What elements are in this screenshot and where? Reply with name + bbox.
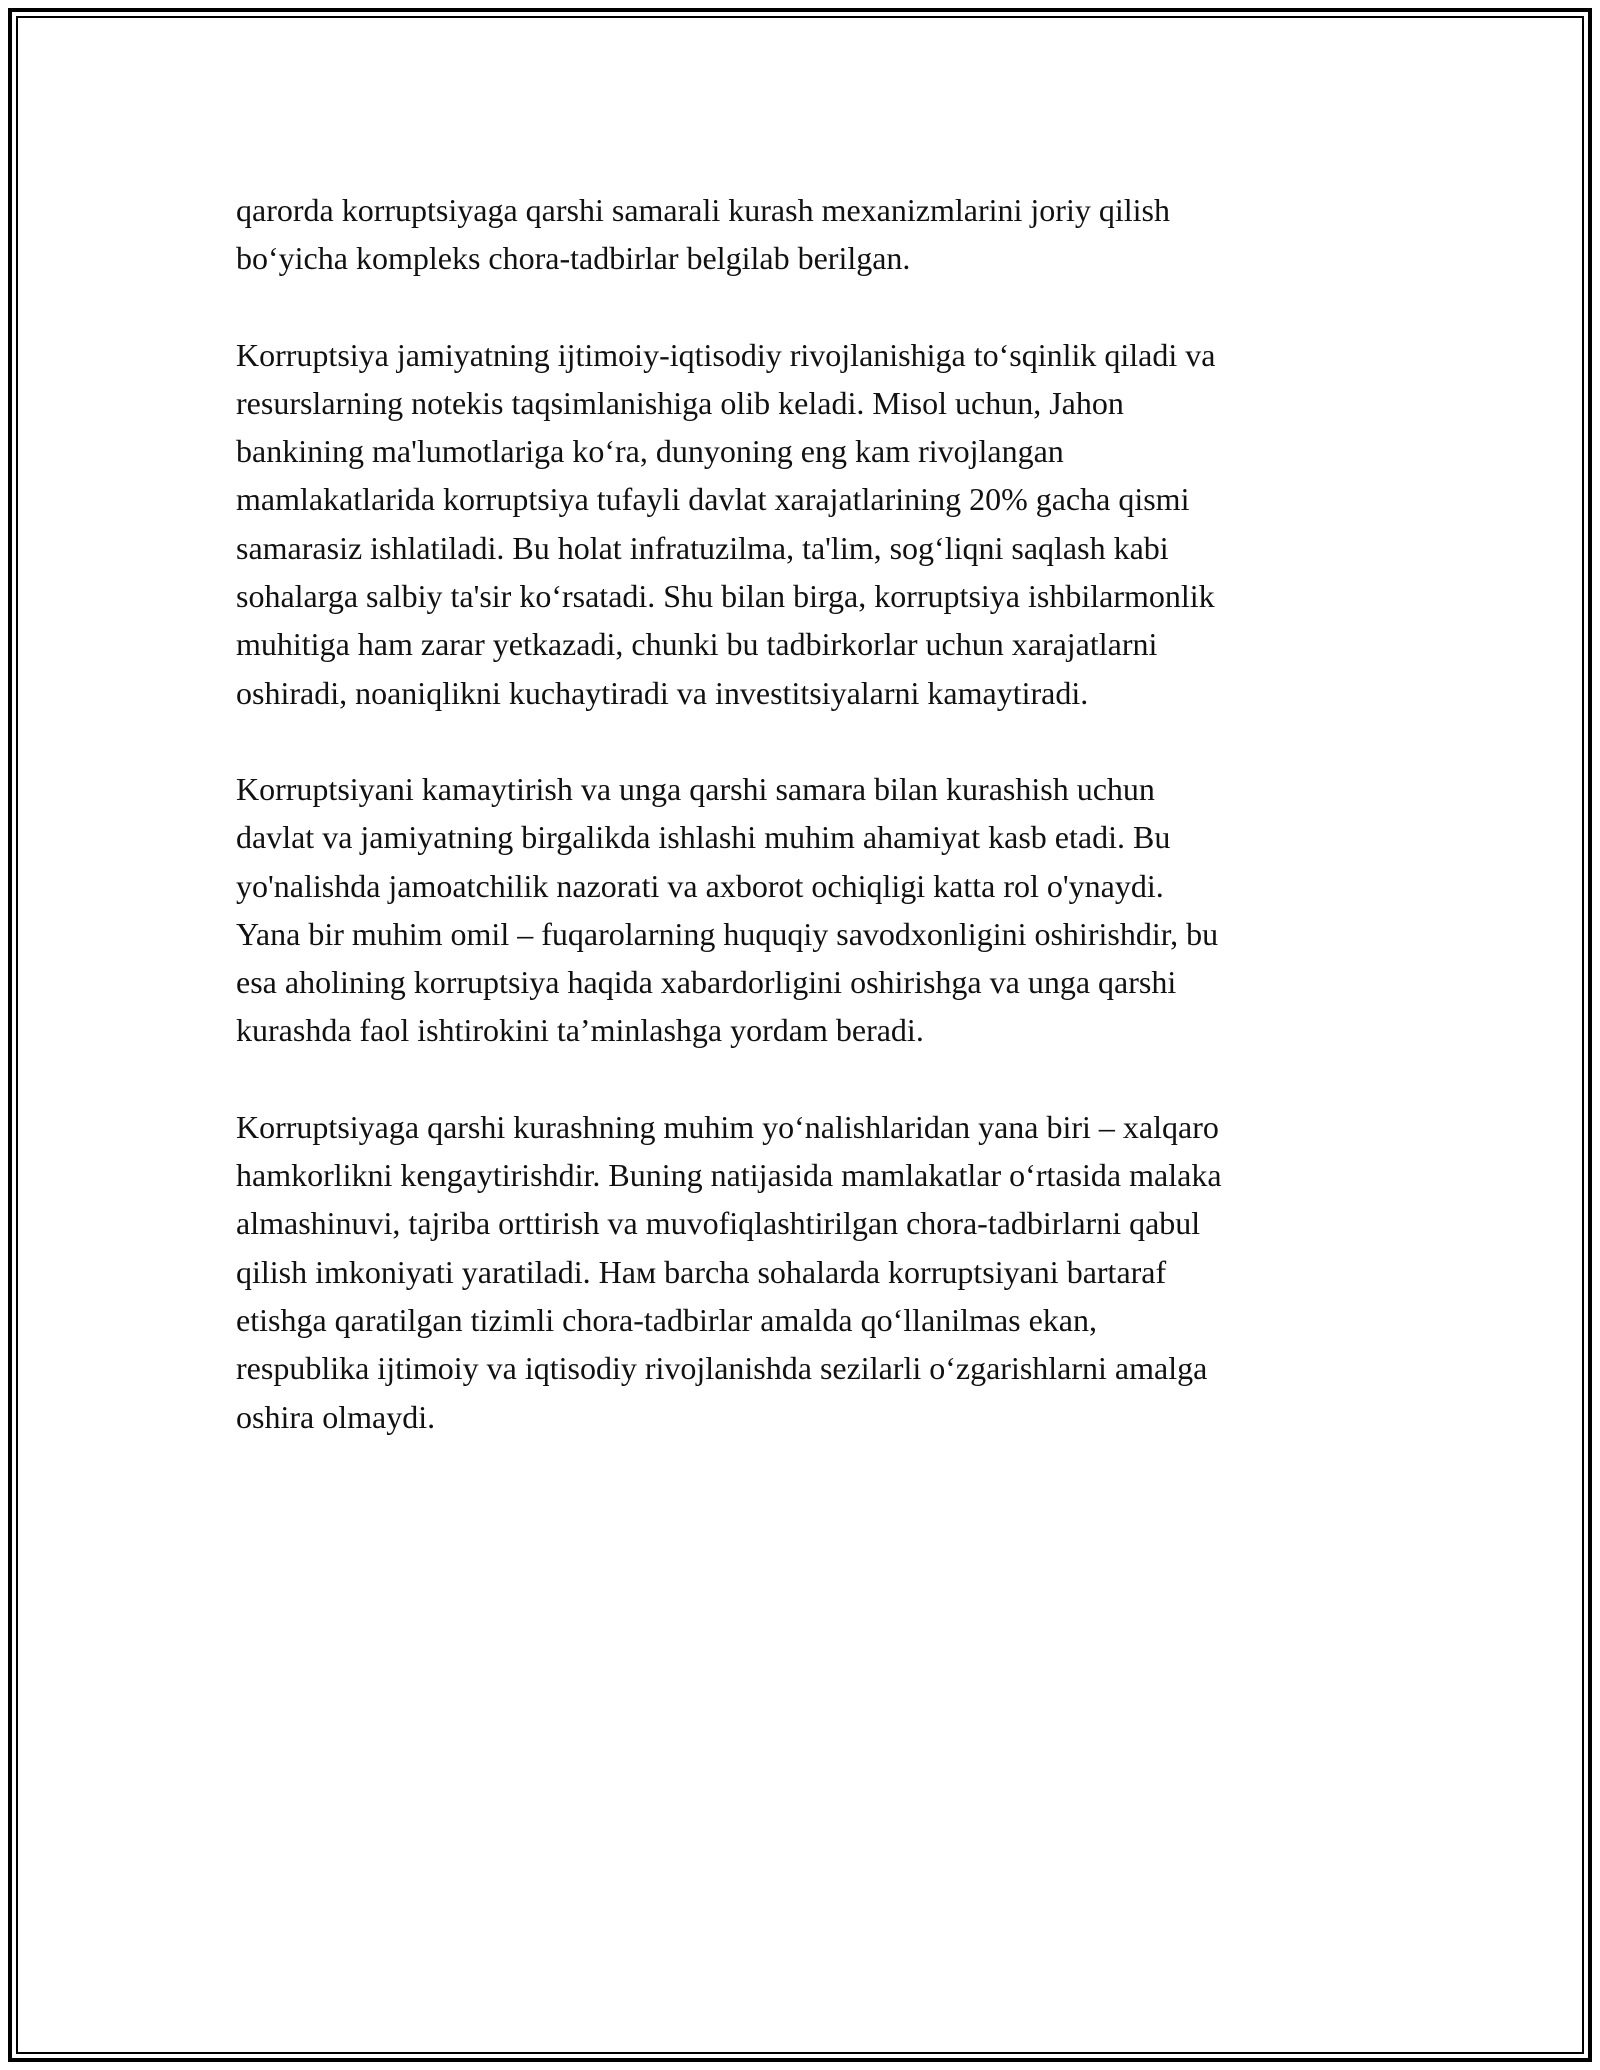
text-line: Korruptsiya jamiyatning ijtimoiy-iqtisodiy rivojlanishiga to‘sqinlik qiladi va <box>236 336 1216 373</box>
text-line: etishga qaratilgan tizimli chora-tadbirlar amalda qo‘llanilmas ekan, <box>236 1301 1097 1338</box>
text-line: respublika ijtimoiy va iqtisodiy rivojlanishda sezilarli o‘zgarishlarni amalga <box>236 1350 1208 1387</box>
text-line: davlat va jamiyatning birgalikda ishlashi muhim ahamiyat kasb etadi. Bu <box>236 819 1171 856</box>
text-line: hamkorlikni kengaytirishdir. Buning natijasida mamlakatlar o‘rtasida malaka <box>236 1157 1222 1194</box>
text-line: mamlakatlarida korruptsiya tufayli davlat xarajatlarining 20% gacha qismi <box>236 481 1190 518</box>
paragraph-4 <box>236 1103 1376 1441</box>
paragraph-3 <box>236 765 1376 1055</box>
text-line: sohalarga salbiy ta'sir ko‘rsatadi. Shu bilan birga, korruptsiya ishbilarmonlik <box>236 578 1215 615</box>
text-line: resurslarning notekis taqsimlanishiga olib keladi. Misol uchun, Jahon <box>236 384 1124 421</box>
text-line: Korruptsiyaga qarshi kurashning muhim yo‘nalishlaridan yana biri – xalqaro <box>236 1108 1219 1145</box>
text-line: samarasiz ishlatiladi. Bu holat infratuzilma, ta'lim, sog‘liqni saqlash kabi <box>236 529 1169 566</box>
text-line: oshiradi, noaniqlikni kuchaytiradi va investitsiyalarni kamaytiradi. <box>236 674 1089 711</box>
text-line: almashinuvi, tajriba orttirish va muvofiqlashtirilgan chora-tadbirlarni qabul <box>236 1205 1201 1242</box>
text-line: qilish imkoniyati yaratiladi. Haм barcha sohalarda korruptsiyani bartaraf <box>236 1253 1167 1290</box>
text-line: Korruptsiyani kamaytirish va unga qarshi samara bilan kurashish uchun <box>236 770 1155 807</box>
text-line: muhitiga ham zarar yetkazadi, chunki bu tadbirkorlar uchun xarajatlarni <box>236 626 1158 663</box>
document-body <box>236 186 1376 1489</box>
text-line: Yana bir muhim omil – fuqarolarning huquqiy savodxonligini oshirishdir, bu <box>236 915 1219 952</box>
text-line: bo‘yicha kompleks chora-tadbirlar belgilab berilgan. <box>236 240 911 277</box>
text-line: yo'nalishda jamoatchilik nazorati va axborot ochiqligi katta rol o'ynaydi. <box>236 867 1164 904</box>
paragraph-1 <box>236 186 1376 283</box>
text-line: bankining ma'lumotlariga ko‘ra, dunyoning eng kam rivojlangan <box>236 433 1064 470</box>
text-line: esa aholining korruptsiya haqida xabardorligini oshirishga va unga qarshi <box>236 964 1177 1001</box>
paragraph-2 <box>236 331 1376 717</box>
text-line: kurashda faol ishtirokini ta’minlashga yordam beradi. <box>236 1012 924 1049</box>
text-line: qarorda korruptsiyaga qarshi samarali kurash mexanizmlarini joriy qilish <box>236 192 1170 228</box>
text-line: oshira olmaydi. <box>236 1398 436 1435</box>
